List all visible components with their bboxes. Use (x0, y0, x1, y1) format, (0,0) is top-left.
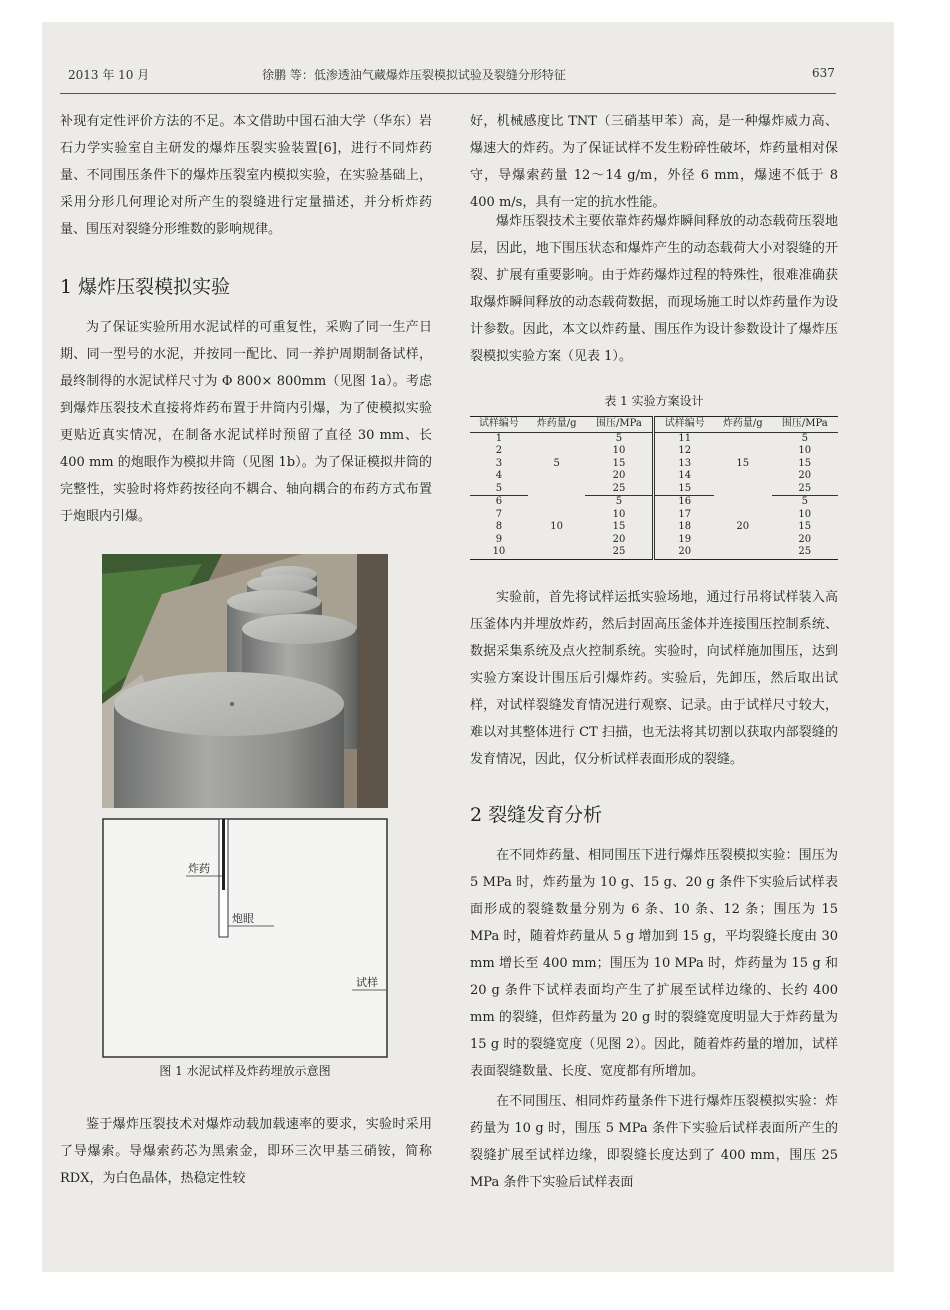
specimen-photo (102, 554, 388, 808)
table-header: 试样编号 (470, 417, 528, 433)
table-row: 7 10 17 10 (495, 508, 812, 520)
right-para-2: 实验前，首先将试样运抵实验场地，通过行吊将试样装入高压釜体内并埋放炸药，然后封固高压釜体并连接围压控制系统、数据采集系统及点火控制系统。实验时，向试样施加围压，达到实验方案设计围压后引爆炸药。实验后，先卸压，然后取出试样，对试样裂缝发育情况进行观察、记录。由于试样尺寸较大，难以对其整体进行 CT 扫描，也无法将其切割以获取内部裂缝的发育情况，因此，仅分析试样表面形成的裂缝。 (470, 590, 838, 767)
right-para-0: 好，机械感度比 TNT（三硝基甲苯）高，是一种爆炸威力高、爆速大的炸药。为了保证试样不发生粉碎性破坏，炸药量相对保守，导爆索药量 12～14 g/m，外径 6 mm，爆速不低于 8 400 m/s，具有一定的抗水性能。 (470, 114, 838, 210)
label-specimen: 试样 (356, 976, 378, 989)
right-para-1: 爆炸压裂技术主要依靠炸药爆炸瞬间释放的动态载荷压裂地层，因此，地下围压状态和爆炸产生的动态载荷大小对裂缝的开裂、扩展有重要影响。由于炸药爆炸过程的特殊性，很难准确获取爆炸瞬间释放的动态载荷数据，而现场施工时以炸药量作为设计参数。因此，本文以炸药量、围压作为设计参数设计了爆炸压裂模拟实验方案（见表 1）。 (470, 214, 838, 364)
table-row: 5 25 15 25 (470, 483, 838, 496)
table-row: 3 15 13 15 (495, 457, 812, 469)
table-row: 9 20 19 20 (495, 533, 812, 545)
section-2-title: 2 裂缝发育分析 (470, 804, 603, 826)
table-row: 10 25 20 25 (470, 546, 838, 559)
table-row: 1 5 5 11 15 5 (495, 432, 808, 469)
label-explosive: 炸药 (188, 862, 210, 875)
table-row: 4 20 14 20 (495, 470, 812, 481)
right-para-4: 在不同围压、相同炸药量条件下进行爆炸压裂模拟实验：炸药量为 10 g 时，围压 5 MPa 条件下实验后试样表面所产生的裂缝扩展至试样边缘，即裂缝长度达到了 400 mm，围压 25 MPa 条件下实验后试样表面 (470, 1094, 838, 1190)
experiment-design-table (470, 416, 838, 560)
table-1-caption: 表 1 实验方案设计 (604, 394, 704, 408)
table-header: 炸药量/g (714, 417, 772, 433)
borehole-diagram (102, 818, 388, 1058)
section-1-title: 1 爆炸压裂模拟实验 (60, 276, 231, 298)
header-rule (60, 93, 836, 94)
header-date: 2013 年 10 月 (68, 68, 150, 82)
right-para-3: 在不同炸药量、相同围压下进行爆炸压裂模拟实验：围压为 5 MPa 时，炸药量为 10 g、15 g、20 g 条件下实验后试样表面形成的裂缝数量分别为 6 条、10 条、12 条；围压为 15 MPa 时，随着炸药量从 5 g 增加到 15 g，平均裂缝长度由 30 mm 增长至 400 mm；围压为 10 MPa 时，炸药量为 15 g 和 20 g 条件下试样表面均产生了扩展至试样边缘的、长约 400 mm 的裂缝，但炸药量为 20 g 时的裂缝宽度明显大于炸药量为 15 g 时的裂缝宽度（见图 2）。因此，随着炸药量的增加，试样表面裂缝数量、长度、宽度都有所增加。 (470, 848, 838, 1079)
table-row: 2 10 12 10 (495, 445, 812, 456)
label-borehole: 炮眼 (232, 912, 254, 925)
table-header: 围压/MPa (772, 417, 838, 433)
figure-1-caption: 图 1 水泥试样及炸药埋放示意图 (159, 1064, 331, 1078)
table-header: 炸药量/g (528, 417, 586, 433)
table-row: 6 10 5 16 20 5 (470, 496, 838, 509)
left-para-0: 补现有定性评价方法的不足。本文借助中国石油大学（华东）岩石力学实验室自主研发的爆炸压裂实验装置[6]，进行不同炸药量、不同围压条件下的爆炸压裂室内模拟实验，在实验基础上，采用分形几何理论对所产生的裂缝进行定量描述，并分析炸药量、围压对裂缝分形维数的影响规律。 (60, 114, 432, 237)
table-header: 试样编号 (654, 417, 714, 433)
left-para-2: 鉴于爆炸压裂技术对爆炸动载加载速率的要求，实验时采用了导爆索。导爆索药芯为黑索金，即环三次甲基三硝铵，简称 RDX，为白色晶体，热稳定性较 (60, 1117, 432, 1186)
left-para-1: 为了保证实验所用水泥试样的可重复性，采购了同一生产日期、同一型号的水泥，并按同一配比、同一养护周期制备试样，最终制得的水泥试样尺寸为 Φ 800× 800mm（见图 1a）。考虑到爆炸压裂技术直接将炸药布置于井筒内引爆，为了使模拟实验更贴近真实情况，在制备水泥试样时预留了直径 30 mm、长 400 mm 的炮眼作为模拟井筒（见图 1b）。为了保证模拟井筒的完整性，实验时将炸药按径向不耦合、轴向耦合的布药方式布置于炮眼内引爆。 (60, 320, 432, 524)
header-title: 徐鹏 等：低渗透油气藏爆炸压裂模拟试验及裂缝分形特征 (262, 68, 566, 82)
table-header: 围压/MPa (585, 417, 654, 433)
header-page-number: 637 (812, 66, 835, 80)
table-row: 8 15 18 15 (495, 521, 812, 532)
